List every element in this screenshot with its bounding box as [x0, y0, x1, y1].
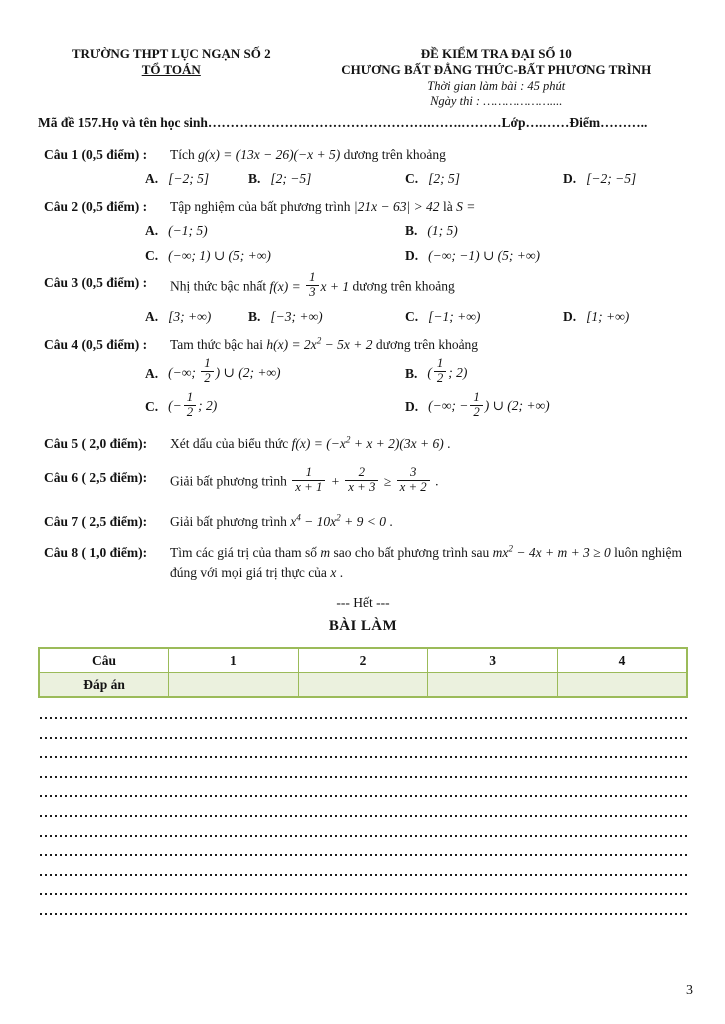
end-marker: --- Hết --- [336, 595, 390, 611]
option-b [405, 356, 688, 388]
question-label: Câu 7 ( 2,5 điểm): [44, 513, 148, 529]
options-row [44, 169, 688, 189]
option-d [563, 169, 688, 189]
option-c [405, 307, 563, 327]
math-expression: $\frac{1}{x + 1}$ + $\frac{2}{x + 3}$ ≥ $\frac{3}{x + 2}$ [290, 474, 432, 489]
writing-line [38, 799, 688, 819]
option-value [428, 389, 550, 422]
question-text: Tích g(x) = (13x − 26)(−x + 5) dương trên khoảng [170, 146, 446, 162]
option-letter: D. [563, 171, 577, 187]
option-letter: D. [405, 399, 419, 415]
answer-table-header-cell: Câu [39, 648, 169, 673]
question-label: Câu 6 ( 2,5 điểm): [44, 470, 148, 486]
answer-cell-2 [298, 673, 428, 698]
question-2 [44, 197, 688, 266]
question-3 [44, 270, 688, 326]
math-expression: |21x − 63| > 42 [353, 198, 440, 214]
math-expression: [3; +∞) [168, 309, 212, 324]
option-value [428, 246, 540, 266]
option-letter: B. [405, 365, 418, 381]
fraction: $\frac{1}{3}$ [306, 271, 318, 300]
answer-table-header-cell: 3 [428, 648, 558, 673]
question-text: Tìm các giá trị của tham số m sao cho bất phương trình sau $mx^2 - 4x + m + 3 \ge 0$ luôn nghiệm đúng với mọi giá trị thực của x . [170, 543, 682, 580]
math-expression: $mx^2 - 4x + m + 3 \ge 0$ [492, 543, 611, 561]
questions-section [38, 145, 688, 583]
exam-duration: Thời gian làm bài : 45 phút [427, 78, 566, 93]
header [38, 46, 688, 109]
fraction: $\frac{1}{2}$ [434, 357, 446, 386]
writing-line [38, 741, 688, 761]
option-letter: C. [145, 247, 159, 263]
option-letter: C. [405, 309, 419, 324]
math-expression: (1; 5) [427, 223, 458, 239]
question-label: Câu 4 (0,5 điểm) : [44, 336, 148, 352]
writing-line [38, 839, 688, 859]
department-name: TỔ TOÁN [141, 62, 201, 78]
math-expression: [−1; +∞) [428, 309, 481, 324]
option-letter: D. [405, 247, 419, 263]
math-expression: (−∞; − $\frac{1}{2}$ ) ∪ (2; +∞) [428, 389, 550, 419]
option-a [145, 221, 405, 241]
header-right [305, 46, 689, 109]
option-d [563, 307, 688, 327]
option-d [405, 389, 688, 422]
option-b [248, 307, 405, 327]
math-expression: (−1; 5) [168, 223, 208, 239]
writing-line [38, 780, 688, 800]
fraction: $\frac{1}{2}$ [184, 391, 196, 420]
math-expression: [−2; −5] [586, 171, 637, 187]
answer-cell-3 [428, 673, 558, 698]
writing-line [38, 760, 688, 780]
option-value [168, 221, 207, 241]
option-b [405, 221, 688, 241]
option-value [428, 169, 460, 189]
question-label: Câu 5 ( 2,0 điểm): [44, 435, 148, 451]
question-1 [44, 145, 688, 189]
question-label: Câu 8 ( 1,0 điểm): [44, 545, 148, 561]
exam-title: ĐỀ KIỂM TRA ĐẠI SỐ 10 [420, 46, 572, 61]
option-c [145, 246, 405, 266]
option-letter: A. [145, 365, 159, 381]
option-letter: A. [145, 171, 159, 187]
math-expression: g(x) = (13x − 26)(−x + 5) [198, 146, 341, 162]
answer-table-header-row [39, 648, 687, 673]
math-expression: x [330, 564, 337, 580]
math-expression: (−∞; $\frac{1}{2}$ ) ∪ (2; +∞) [168, 356, 281, 385]
question-label: Câu 1 (0,5 điểm) : [44, 146, 148, 162]
answer-table-header-cell: 1 [169, 648, 299, 673]
option-value [427, 221, 457, 241]
writing-line [38, 701, 688, 721]
option-value [427, 356, 468, 388]
fraction: $\frac{2}{x + 3}$ [345, 466, 378, 495]
option-value [428, 307, 480, 327]
option-value [270, 307, 322, 327]
question-4 [44, 335, 688, 422]
option-d [405, 246, 688, 266]
option-letter: C. [145, 399, 159, 415]
answer-table [38, 647, 688, 698]
question-text: Nhị thức bậc nhất f(x) = $\frac{1}{3}$ x + 1 dương trên khoảng [170, 270, 455, 300]
math-expression: [−3; +∞) [270, 309, 323, 324]
option-letter: D. [563, 309, 577, 324]
header-left [38, 46, 305, 79]
answer-row-label: Đáp án [39, 673, 169, 698]
option-c [405, 169, 563, 189]
fraction: $\frac{1}{2}$ [201, 357, 213, 386]
option-letter: A. [145, 309, 159, 324]
question-text: Tập nghiệm của bất phương trình |21x − 63| > 42 là S = [170, 198, 476, 214]
fraction: $\frac{1}{2}$ [470, 391, 482, 420]
option-b [248, 169, 405, 189]
options-grid [44, 221, 688, 265]
answer-table-answer-row [39, 673, 687, 698]
math-expression: $h(x) = 2x^2 - 5x + 2$ [266, 335, 373, 352]
math-expression: (−∞; −1) ∪ (5; +∞) [428, 247, 540, 263]
option-value [586, 169, 636, 189]
writing-line [38, 819, 688, 839]
option-letter: B. [248, 309, 261, 324]
math-expression: [−2; 5] [168, 171, 210, 187]
option-value [270, 169, 311, 189]
option-value [168, 307, 211, 327]
answer-cell-4 [557, 673, 687, 698]
option-value [168, 246, 271, 266]
options-row [44, 307, 688, 327]
answer-section-title: BÀI LÀM [328, 618, 398, 635]
math-expression: [2; −5] [270, 171, 312, 187]
question-label: Câu 3 (0,5 điểm) : [44, 275, 148, 291]
fraction: $\frac{1}{x + 1}$ [292, 466, 325, 495]
option-value [168, 389, 218, 422]
math-expression: $f(x) = (-x^2 + x + 2)(3x + 6)$ [291, 434, 444, 451]
math-expression: f(x) = $\frac{1}{3}$ x + 1 [269, 270, 350, 300]
question-8 [44, 543, 688, 582]
writing-line [38, 721, 688, 741]
option-a [145, 356, 405, 388]
math-expression: (− $\frac{1}{2}$ ; 2) [168, 389, 218, 419]
math-expression: (−∞; 1) ∪ (5; +∞) [168, 247, 271, 263]
option-value [168, 356, 281, 388]
question-5 [44, 434, 688, 454]
option-letter: B. [405, 223, 418, 239]
answer-cell-1 [169, 673, 299, 698]
school-name: TRƯỜNG THPT LỤC NGẠN SỐ 2 [71, 46, 271, 61]
question-6 [44, 465, 688, 497]
option-letter: C. [405, 171, 419, 187]
question-label: Câu 2 (0,5 điểm) : [44, 198, 148, 214]
option-value [168, 169, 209, 189]
option-letter: B. [248, 171, 261, 187]
answer-table-header-cell: 2 [298, 648, 428, 673]
writing-line [38, 878, 688, 898]
option-value [586, 307, 629, 327]
question-text: Tam thức bậc hai $h(x) = 2x^2 - 5x + 2$ dương trên khoảng [170, 335, 479, 352]
option-a [145, 169, 248, 189]
page-number: 3 [686, 983, 693, 998]
fraction: $\frac{3}{x + 2}$ [397, 466, 430, 495]
question-text: Giải bất phương trình $x^4 - 10x^2 + 9 < 0$ . [170, 512, 393, 529]
math-expression: [2; 5] [428, 171, 461, 187]
writing-lines [38, 701, 688, 917]
writing-line [38, 858, 688, 878]
option-letter: A. [145, 223, 159, 239]
options-grid [44, 356, 688, 421]
writing-line [38, 897, 688, 917]
exam-subtitle: CHƯƠNG BẤT ĐẲNG THỨC-BẤT PHƯƠNG TRÌNH [341, 62, 652, 78]
math-expression: [1; +∞) [586, 309, 630, 324]
exam-date: Ngày thi : ……………….... [430, 93, 563, 108]
option-a [145, 307, 248, 327]
math-expression: ( $\frac{1}{2}$ ; 2) [427, 356, 468, 385]
question-text: Giải bất phương trình $\frac{1}{x + 1}$ + $\frac{2}{x + 3}$ ≥ $\frac{3}{x + 2}$ . [170, 465, 439, 494]
question-7 [44, 512, 688, 532]
math-expression: S = [456, 198, 476, 214]
math-expression: $x^4 - 10x^2 + 9 < 0$ [290, 512, 386, 529]
student-info-line: Mã đề 157.Họ và tên học sinh………………….……………………….…….………Lớp….……Điểm……….. [38, 114, 648, 130]
question-text: Xét dấu của biểu thức $f(x) = (-x^2 + x + 2)(3x + 6)$ . [170, 434, 451, 451]
math-expression: m [320, 545, 331, 561]
answer-table-header-cell: 4 [557, 648, 687, 673]
option-c [145, 389, 405, 422]
